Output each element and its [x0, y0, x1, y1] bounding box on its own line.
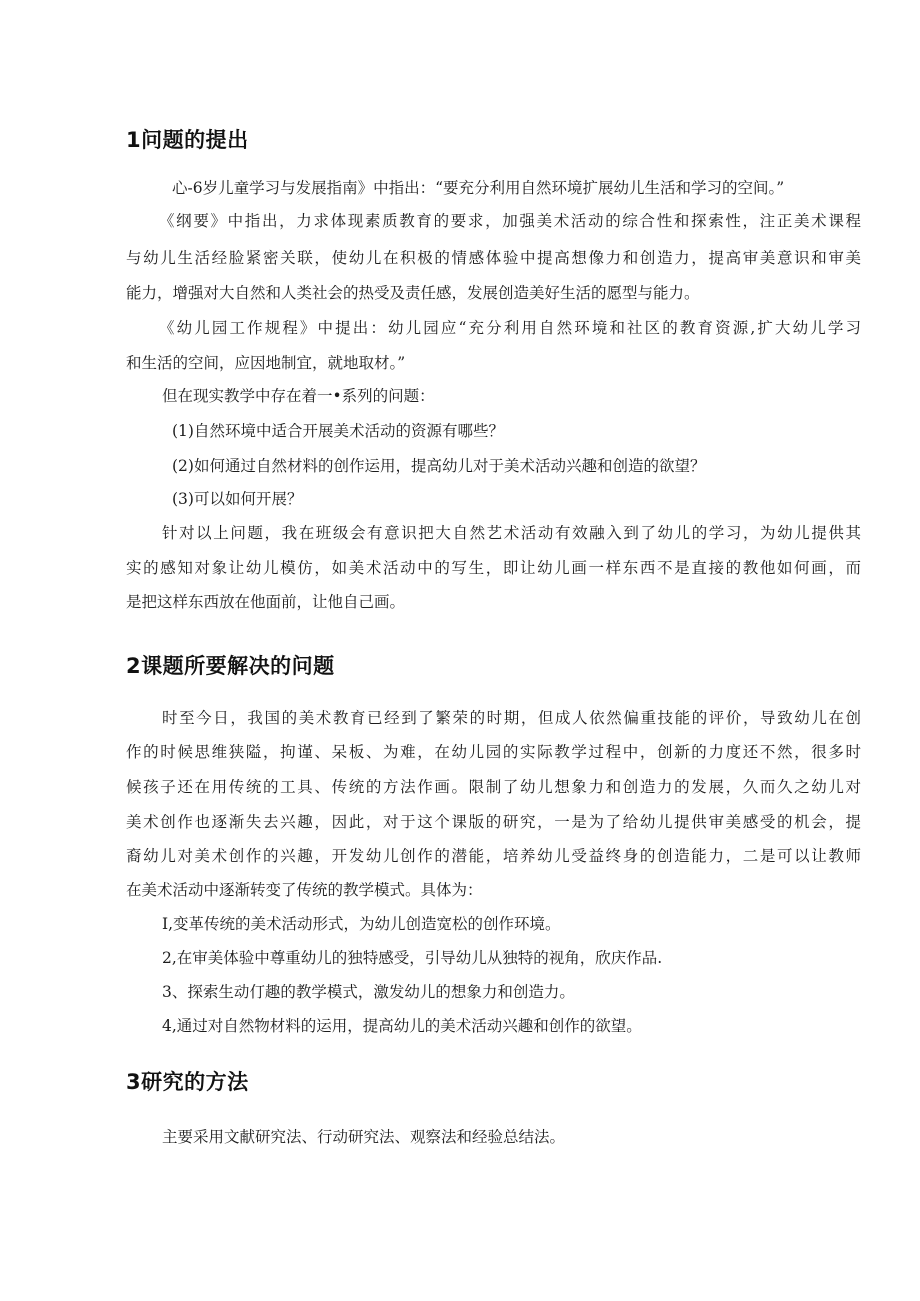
paragraph-line: 作的时候思维狭隘，拘谨、呆板、为难，在幼儿园的实际教学过程中，创新的力度还不然，很多时 — [126, 743, 861, 761]
section-heading-1: 1问题的提出 — [126, 128, 249, 152]
paragraph-line: 与幼儿生活经脸紧密关联，使幼儿在积极的情感体验中提高想像力和创造力，提高审美意识和审美 — [126, 249, 861, 267]
section-heading-2: 2课题所要解决的问题 — [126, 654, 335, 678]
paragraph-line: 实的感知对象让幼儿模仿，如美术活动中的写生，即让幼儿画一样东西不是直接的教他如何画，而 — [126, 559, 861, 577]
paragraph-line: 《纲要》中指出，力求体现素质教育的要求，加强美术活动的综合性和探索性，注正美术课程 — [159, 212, 861, 230]
paragraph-line: 时至今日，我国的美术教育已经到了繁荣的时期，但成人依然偏重技能的评价，导致幼儿在创 — [162, 709, 861, 727]
paragraph-line: 在美术活动中逐渐转变了传统的教学模式。具体为： — [126, 881, 483, 899]
list-item: 4,通过对自然物材料的运用，提高幼儿的美术活动兴趣和创作的欲望。 — [162, 1017, 642, 1035]
paragraph-line: 裔幼儿对美术创作的兴趣，开发幼儿创作的潜能，培养幼儿受益终身的创造能力，二是可以让教师 — [126, 847, 861, 865]
list-item: I,变革传统的美术活动形式，为幼儿创造宽松的创作环境。 — [162, 915, 561, 933]
paragraph-line: 候孩子还在用传统的工具、传统的方法作画。限制了幼儿想象力和创造力的发展，久而久之幼儿对 — [126, 778, 861, 796]
paragraph-line: 美术创作也逐渐失去兴趣，因此，对于这个课版的研究，一是为了给幼儿提供审美感受的机会，提 — [126, 813, 861, 831]
paragraph-line: 能力，增强对大自然和人类社会的热受及责任感，发展创造美好生活的愿型与能力。 — [126, 284, 700, 302]
paragraph-line: 但在现实教学中存在着一•系列的问题： — [162, 387, 435, 405]
list-item: 2,在审美体验中尊重幼儿的独特感受，引导幼儿从独特的视角，欣庆作品. — [162, 949, 663, 967]
list-item: (1)自然环境中适合开展美术活动的资源有哪些？ — [172, 422, 504, 440]
paragraph-line: 针对以上问题，我在班级会有意识把大自然艺术活动有效融入到了幼儿的学习，为幼儿提供其 — [162, 524, 861, 542]
paragraph-line: 主要采用文献研究法、行动研究法、观察法和经验总结法。 — [162, 1128, 566, 1146]
list-item: (2)如何通过自然材料的创作运用，提高幼儿对于美术活动兴趣和创造的欲望？ — [172, 457, 706, 475]
paragraph-line: 《幼儿园工作规程》中提出：幼儿园应“充分利用自然环境和社区的教育资源,扩大幼儿学习 — [159, 319, 861, 337]
section-heading-3: 3研究的方法 — [126, 1070, 249, 1094]
list-item: 3、探索生动仃趣的教学模式，激发幼儿的想象力和创造力。 — [162, 983, 575, 1001]
paragraph-line: 心-6岁儿童学习与发展指南》中指出：“要充分利用自然环境扩展幼儿生活和学习的空间。” — [172, 179, 785, 197]
paragraph-line: 是把这样东西放在他面前，让他自己画。 — [126, 593, 406, 611]
list-item: (3)可以如何开展？ — [172, 490, 303, 508]
paragraph-line: 和生活的空间，应因地制宜，就地取材。” — [126, 354, 406, 372]
